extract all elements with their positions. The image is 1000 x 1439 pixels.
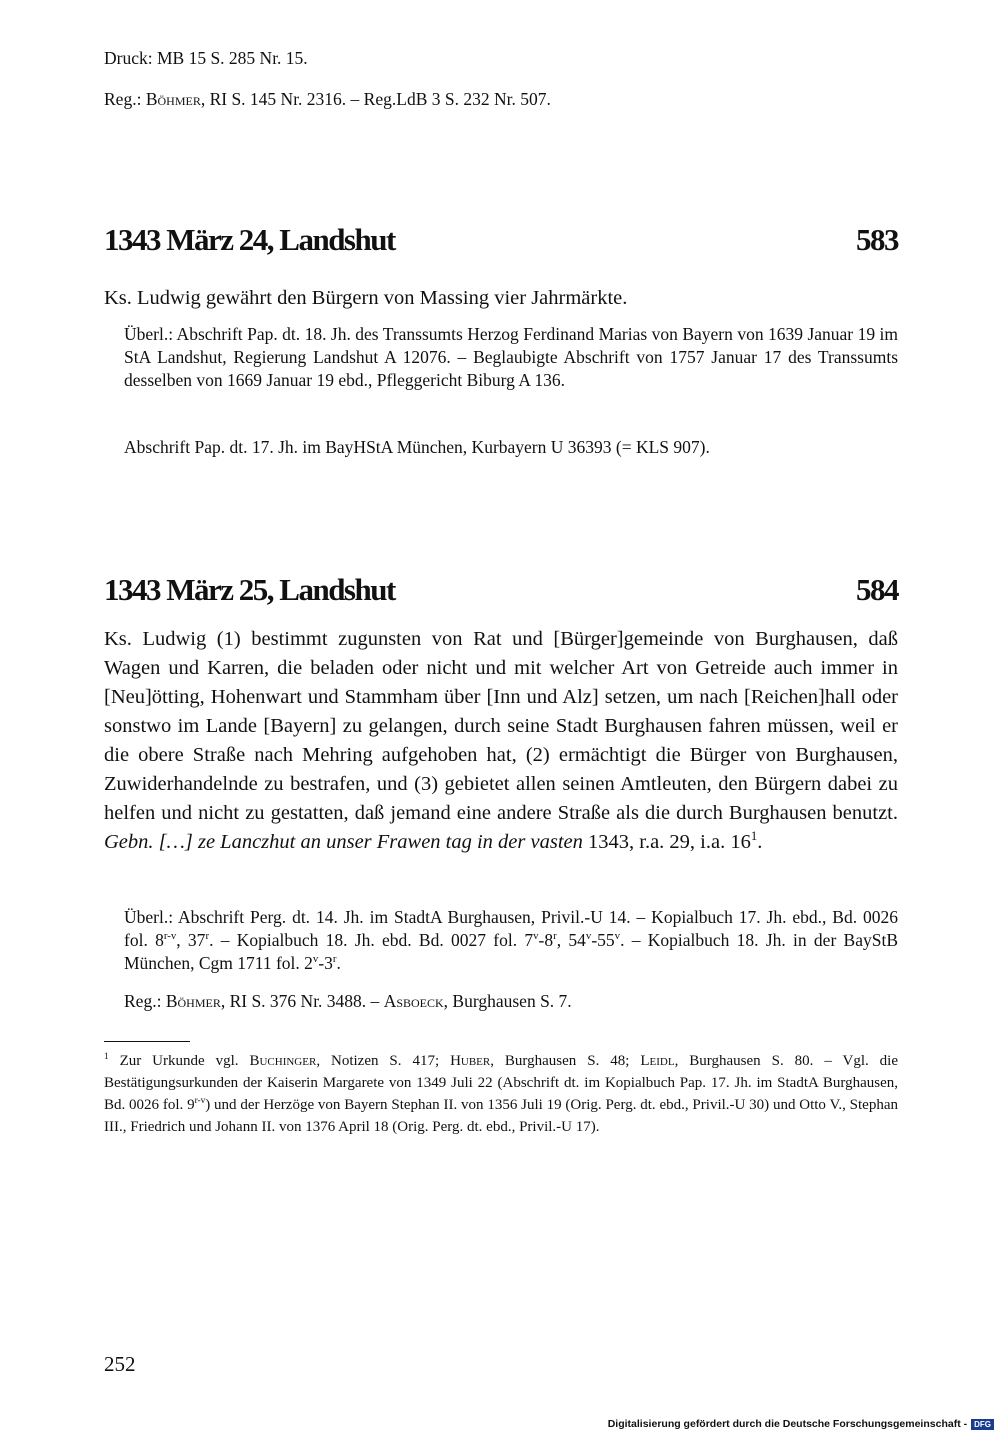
footnote-divider [104, 1041, 190, 1042]
entry-date: 1343 März 24, Landshut [104, 222, 395, 257]
entry-584-heading [104, 572, 898, 608]
entry-number: 584 [856, 572, 898, 607]
print-reference: Druck: MB 15 S. 285 Nr. 15. [104, 48, 308, 68]
funding-credit: Digitalisierung gefördert durch die Deutsche Forschungsgemeinschaft - DFG [608, 1418, 994, 1430]
regest-reference: Reg.: Böhmer, RI S. 145 Nr. 2316. – Reg.LdB 3 S. 232 Nr. 507. [104, 89, 551, 109]
entry-584-tradition: Überl.: Abschrift Perg. dt. 14. Jh. im StadtA Burghausen, Privil.-U 14. – Kopialbuch 17. Jh. ebd., Bd. 0026 fol. 8$^{r-v}$, 37$^r$. – Kopialbuch 18. Jh. ebd. Bd. 0027 fol. 7$^v$-8$^r$, 54$^v$-55$^v$. – Kopialbuch 18. Jh. in der BayStB München, Cgm 1711 fol. 2$^v$-3$^r$. [124, 907, 898, 973]
entry-583-copy: Abschrift Pap. dt. 17. Jh. im BayHStA München, Kurbayern U 36393 (= KLS 907). [124, 437, 710, 457]
dfg-logo-icon: DFG [971, 1419, 994, 1430]
page-number: 252 [104, 1352, 136, 1376]
footnote-marker: 1 [750, 829, 758, 844]
entry-583-summary: Ks. Ludwig gewährt den Bürgern von Massing vier Jahrmärkte. [104, 287, 628, 309]
entry-number: 583 [856, 222, 898, 257]
entry-584-summary: Ks. Ludwig (1) bestimmt zugunsten von Rat und [Bürger]gemeinde von Burghausen, daß Wagen und Karren, die beladen oder nicht und mit welcher Art von Getreide auch immer in [Neu]ötting, Hohenwart und Stammham über [Inn und Alz] setzen, um nach [Reichen]hall oder sonstwo im Lande [Bayern] zu gelangen, durch seine Stadt Burghausen fahren müssen, weil er die obere Straße nach Mehring aufgehoben hat, (2) ermächtigt die Bürger von Burghausen, Zuwiderhandelnde zu bestrafen, und (3) gebietet allen seinen Amtleuten, den Bürgern dabei zu helfen und nicht zu gestatten, daß jemand eine andere Straße als die durch Burghausen benutzt. Gebn. […] ze Lanczhut an unser Frawen tag in der vasten 1343, r.a. 29, i.a. $16^1$. [104, 628, 898, 853]
footnote: $^1$ Zur Urkunde vgl. Buchinger, Notizen S. 417; Huber, Burghausen S. 48; Leidl, Burghausen S. 80. – Vgl. die Bestätigungsurkunden der Kaiserin Margarete von 1349 Juli 22 (Abschrift dt. im Kopialbuch Pap. 17. Jh. im StadtA Burghausen, Bd. 0026 fol. 9$^{r-v}$) und der Herzöge von Bayern Stephan II. von 1356 Juli 19 (Orig. Perg. dt. ebd., Privil.-U 30) und Otto V., Stephan III., Friedrich und Johann II. von 1376 April 18 (Orig. Perg. dt. ebd., Privil.-U 17). [104, 1052, 899, 1135]
entry-583-tradition: Überl.: Abschrift Pap. dt. 18. Jh. des Transsumts Herzog Ferdinand Marias von Bayern von 1639 Januar 19 im StA Landshut, Regierung Landshut A 12076. – Beglaubigte Abschrift von 1757 Januar 17 des Transsumts desselben von 1669 Januar 19 ebd., Pfleggericht Biburg A 136. [124, 324, 898, 390]
dating-clause: Gebn. […] ze Lanczhut an unser Frawen tag in der vasten [104, 831, 583, 853]
footnote-marker: 1 [104, 1052, 109, 1062]
entry-584-regest: Reg.: Böhmer, RI S. 376 Nr. 3488. – Asboeck, Burghausen S. 7. [124, 991, 572, 1011]
entry-date: 1343 März 25, Landshut [104, 572, 395, 607]
entry-583-heading [104, 222, 898, 258]
